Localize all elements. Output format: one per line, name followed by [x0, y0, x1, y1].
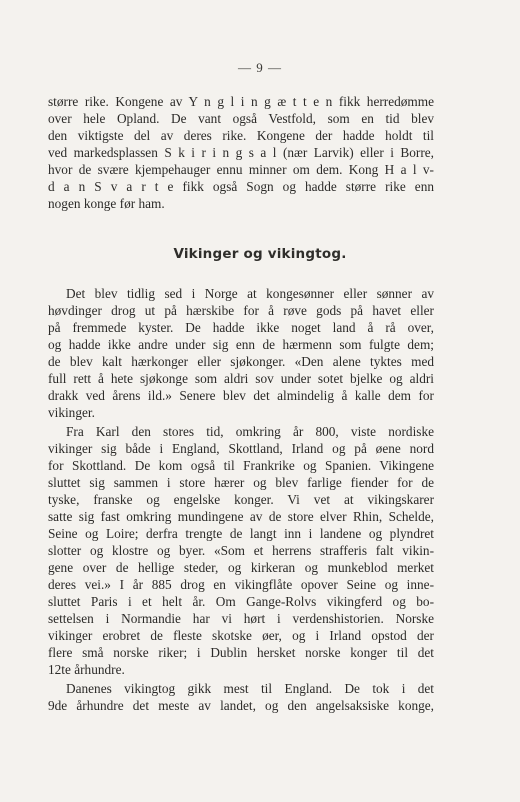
text-line: vikinger sig både i England, Skottland, Irland og på øene nord: [48, 441, 434, 456]
text-line: d a n S v a r t e fikk også Sogn og hadde større rike enn: [48, 179, 434, 194]
text-line: den viktigste del av deres rike. Kongene der hadde holdt til: [48, 128, 434, 143]
text-line: ved markedsplassen S k i r i n g s a l (nær Larvik) eller i Borre,: [48, 145, 434, 160]
text-line: Danenes vikingtog gikk mest til England. De tok i det: [66, 681, 434, 696]
text-line: slotter og klostre og byer. «Som et herrens strafferis falt vikin-: [48, 543, 434, 558]
text-line: Fra Karl den stores tid, omkring år 800, viste nordiske: [66, 424, 434, 439]
text-line: sluttet Paris i et helt år. Om Gange-Rolvs vikingferd og bo-: [48, 594, 434, 609]
text-line: deres vei.» I år 885 drog en vikingflåte opover Seine og inne-: [48, 577, 434, 592]
text-line: større rike. Kongene av Y n g l i n g æ t t e n fikk herredømme: [48, 94, 434, 109]
text-line: nogen konge før ham.: [48, 196, 165, 211]
text-line: hvor de svære kjempehauger ennu minner om dem. Kong H a l v-: [48, 162, 434, 177]
text-line: de blev kalt hærkonger eller sjøkonger. «Den alene tyktes med: [48, 354, 434, 369]
text-line: over hele Opland. De vant også Vestfold, som en tid blev: [48, 111, 434, 126]
text-line: på fremmede kyster. De hadde ikke noget land å rå over,: [48, 320, 434, 335]
text-line: flere små norske riker; i Dublin hersket norske konger til det: [48, 645, 434, 660]
text-line: Det blev tidlig sed i Norge at kongesønner eller sønner av: [66, 286, 434, 301]
text-line: satte sig fast omkring mundingene av de store elver Rhin, Schelde,: [48, 509, 434, 524]
page-number: — 9 —: [238, 60, 282, 75]
text-line: og hadde ikke andre under sig enn de hærmenn som fulgte dem;: [48, 337, 434, 352]
text-line: sluttet sig sammen i store hærer og blev farlige fiender for de: [48, 475, 434, 490]
text-line: full rett å hete sjøkonge som aldri sov under sotet bjelke og aldri: [48, 371, 434, 386]
text-line: høvdinger drog ut på hærskibe for å røve gods på havet eller: [48, 303, 434, 318]
text-line: settelsen i Normandie har vi hørt i verdenshistorien. Norske: [48, 611, 434, 626]
text-line: for Skottland. De kom også til Frankrike og Spanien. Vikingene: [48, 458, 434, 473]
text-line: vikinger erobret de fleste skotske øer, og i Irland opstod der: [48, 628, 434, 643]
text-line: 9de århundre det meste av landet, og den angelsaksiske konge,: [48, 698, 434, 713]
text-line: gene over de hellige steder, og kirkeran og munkeblod merket: [48, 560, 434, 575]
text-line: Seine og Loire; derfra trengte de langt inn i landene og plyndret: [48, 526, 434, 541]
text-line: 12te århundre.: [48, 662, 125, 677]
text-line: drakk ved årens ild.» Senere blev det almindelig å kalle dem for: [48, 388, 434, 403]
text-line: tyske, franske og engelske konger. Vi vet at vikingskarer: [48, 492, 434, 507]
section-heading: Vikinger og vikingtog.: [173, 246, 347, 262]
text-line: vikinger.: [48, 405, 95, 420]
